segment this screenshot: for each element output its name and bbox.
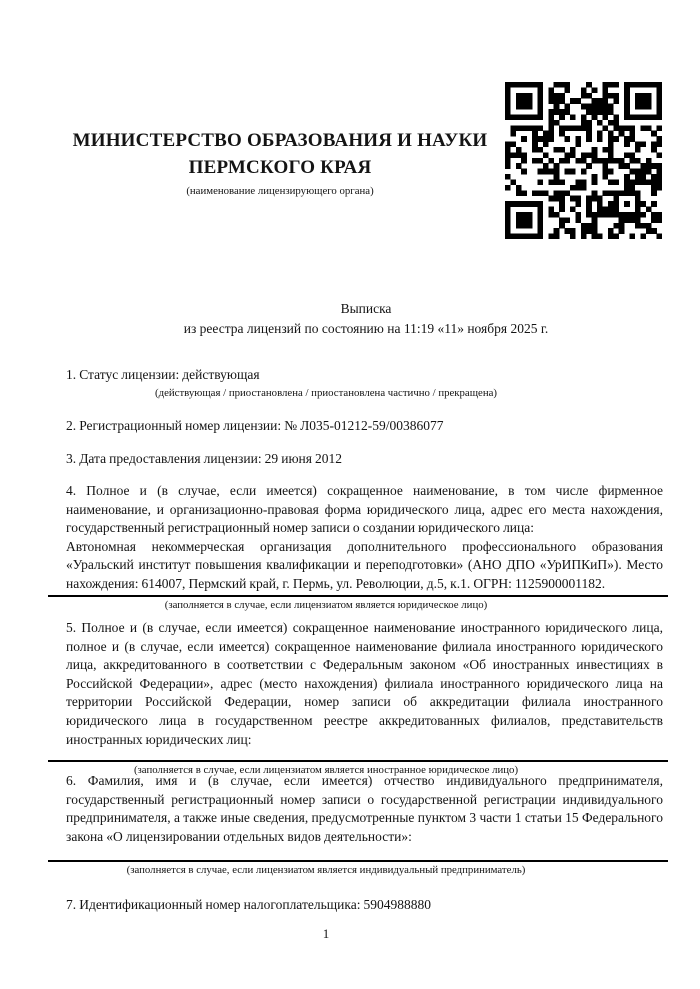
fill-line — [48, 860, 668, 862]
item-5-note: (заполняется в случае, если лицензиатом является иностранное юридическое лицо) — [133, 764, 519, 777]
item-5-text: 5. Полное и (в случае, если имеется) сокращенное наименование иностранного юридического лица, полное и (в случае, если имеется) сокращенное наименование филиала иностранного юридического лица, аккредитованного в соответствии с Федеральным законом «Об иностранных инвестициях в Российской Федерации», адрес (место нахождения) филиала иностранного юридического лица на территории Российской Федерации, номер записи об аккредитации филиала иностранного юридического лица в государственном реестре аккредитованных филиалов, представительств иностранных юридических лиц: — [66, 620, 663, 747]
item-4-legal-entity — [66, 482, 663, 612]
ministry-name-line1: МИНИСТЕРСТВО ОБРАЗОВАНИЯ И НАУКИ — [72, 130, 488, 151]
licensing-authority-note: (наименование лицензирующего органа) — [186, 185, 374, 197]
qr-code-image — [505, 82, 662, 239]
item-4-text: 4. Полное и (в случае, если имеется) сокращенное наименование, в том числе фирменное наименование, и организационно-правовая форма юридического лица, адрес его места нахождения, государственный регистрационный номер записи о создании юридического лица: — [66, 483, 663, 536]
title-line2: из реестра лицензий по состоянию на 11:19 «11» ноября 2025 г. — [183, 320, 549, 336]
item-3-text: 3. Дата предоставления лицензии: 29 июня 2012 — [66, 451, 343, 466]
page-number: 1 — [322, 926, 330, 941]
item-1-note: (действующая / приостановлена / приостановлена частично / прекращена) — [155, 386, 497, 399]
document-header — [60, 127, 500, 198]
title-line1: Выписка — [340, 301, 392, 316]
item-2-text: 2. Регистрационный номер лицензии: № Л035-01212-59/00386077 — [66, 418, 444, 433]
item-6-individual-entrepreneur — [66, 772, 663, 878]
item-3-license-date — [66, 450, 663, 469]
fill-line — [48, 595, 668, 597]
item-5-foreign-entity — [66, 619, 663, 778]
fill-line — [48, 760, 668, 762]
item-2-registration-number — [66, 417, 663, 436]
item-1-text: 1. Статус лицензии: действующая — [66, 367, 260, 382]
item-4-note: (заполняется в случае, если лицензиатом является юридическое лицо) — [164, 598, 488, 611]
item-7-text: 7. Идентификационный номер налогоплательщика: 5904988880 — [66, 897, 432, 912]
item-6-text: 6. Фамилия, имя и (в случае, если имеется) отчество индивидуального предпринимателя, государственный регистрационный номер записи о государственной регистрации индивидуального предпринимателя, а также иные сведения, предусмотренные пунктом 3 части 1 статьи 15 Федерального закона «О лицензировании отдельных видов деятельности»: — [66, 773, 663, 844]
item-7-taxpayer-number — [66, 896, 663, 915]
document-title — [66, 299, 666, 338]
ministry-name-line2: ПЕРМСКОГО КРАЯ — [188, 157, 372, 178]
item-1-license-status — [66, 366, 663, 400]
item-6-note: (заполняется в случае, если лицензиатом является индивидуальный предприниматель) — [126, 864, 526, 877]
item-4-value: Автономная некоммерческая организация дополнительного профессионального образования «Уральский институт повышения квалификации и переподготовки» (АНО ДПО «УрИПКиП»). Место нахождения: 614007, Пермский край, г. Пермь, ул. Революции, д.5, к.1. ОГРН: 1125900001182. — [66, 538, 663, 591]
qr-code-icon — [505, 82, 662, 239]
